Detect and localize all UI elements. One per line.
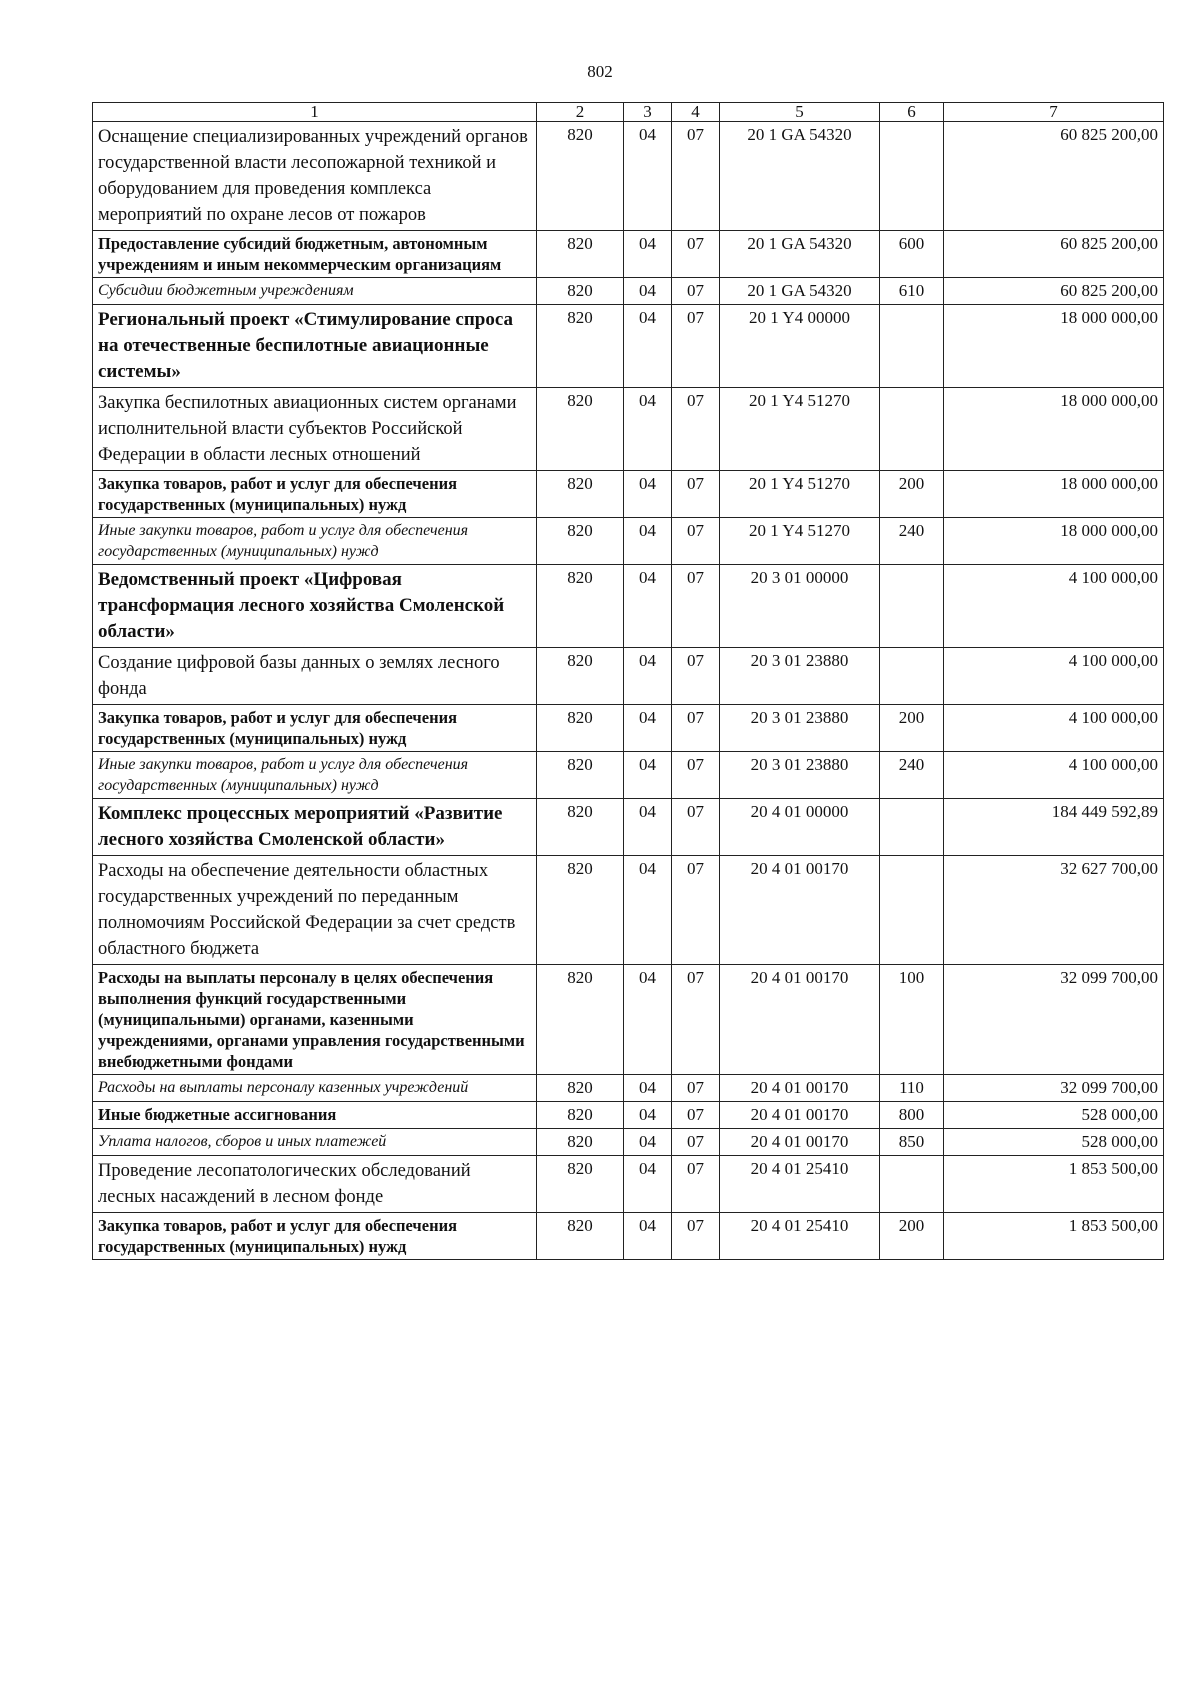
row-amount: 528 000,00: [944, 1129, 1164, 1156]
row-expense-type: [880, 648, 944, 705]
row-target-article: 20 1 Y4 00000: [720, 305, 880, 388]
row-section: 04: [624, 388, 672, 471]
row-admin-code: 820: [537, 231, 624, 278]
header-col-1: 1: [93, 103, 537, 122]
row-amount: 528 000,00: [944, 1102, 1164, 1129]
row-admin-code: 820: [537, 305, 624, 388]
row-expense-type: 850: [880, 1129, 944, 1156]
table-row: [93, 856, 1164, 965]
row-subsection: 07: [672, 305, 720, 388]
row-amount: 18 000 000,00: [944, 305, 1164, 388]
row-name: Создание цифровой базы данных о землях лесного фонда: [93, 648, 537, 705]
row-name: Субсидии бюджетным учреждениям: [93, 278, 537, 305]
row-target-article: 20 1 GA 54320: [720, 231, 880, 278]
row-admin-code: 820: [537, 1156, 624, 1213]
row-subsection: 07: [672, 471, 720, 518]
row-expense-type: [880, 122, 944, 231]
row-target-article: 20 3 01 00000: [720, 565, 880, 648]
row-amount: 4 100 000,00: [944, 648, 1164, 705]
row-amount: 18 000 000,00: [944, 518, 1164, 565]
header-row: [93, 103, 1164, 122]
row-admin-code: 820: [537, 1129, 624, 1156]
row-target-article: 20 1 Y4 51270: [720, 388, 880, 471]
row-name: Закупка товаров, работ и услуг для обеспечения государственных (муниципальных) нужд: [93, 1213, 537, 1260]
row-expense-type: 200: [880, 471, 944, 518]
row-admin-code: 820: [537, 1102, 624, 1129]
row-expense-type: [880, 1156, 944, 1213]
row-subsection: 07: [672, 648, 720, 705]
row-name: Ведомственный проект «Цифровая трансформация лесного хозяйства Смоленской области»: [93, 565, 537, 648]
row-expense-type: 240: [880, 752, 944, 799]
row-section: 04: [624, 1213, 672, 1260]
row-expense-type: 610: [880, 278, 944, 305]
row-subsection: 07: [672, 1102, 720, 1129]
table-row: [93, 518, 1164, 565]
row-name: Иные закупки товаров, работ и услуг для обеспечения государственных (муниципальных) нужд: [93, 752, 537, 799]
row-subsection: 07: [672, 278, 720, 305]
row-section: 04: [624, 856, 672, 965]
row-section: 04: [624, 1156, 672, 1213]
row-name: Расходы на обеспечение деятельности областных государственных учреждений по переданным полномочиям Российской Федерации за счет средств областного бюджета: [93, 856, 537, 965]
row-admin-code: 820: [537, 565, 624, 648]
row-expense-type: [880, 799, 944, 856]
row-admin-code: 820: [537, 122, 624, 231]
row-admin-code: 820: [537, 648, 624, 705]
row-amount: 60 825 200,00: [944, 278, 1164, 305]
row-admin-code: 820: [537, 518, 624, 565]
row-expense-type: [880, 565, 944, 648]
row-name: Региональный проект «Стимулирование спроса на отечественные беспилотные авиационные системы»: [93, 305, 537, 388]
row-subsection: 07: [672, 705, 720, 752]
row-amount: 60 825 200,00: [944, 122, 1164, 231]
row-target-article: 20 3 01 23880: [720, 705, 880, 752]
row-name: Оснащение специализированных учреждений органов государственной власти лесопожарной техникой и оборудованием для проведения комплекса мероприятий по охране лесов от пожаров: [93, 122, 537, 231]
row-section: 04: [624, 231, 672, 278]
row-name: Иные закупки товаров, работ и услуг для обеспечения государственных (муниципальных) нужд: [93, 518, 537, 565]
row-expense-type: 200: [880, 705, 944, 752]
budget-table: [92, 102, 1164, 1260]
row-subsection: 07: [672, 799, 720, 856]
header-col-3: 3: [624, 103, 672, 122]
row-subsection: 07: [672, 388, 720, 471]
row-name: Комплекс процессных мероприятий «Развитие лесного хозяйства Смоленской области»: [93, 799, 537, 856]
header-col-4: 4: [672, 103, 720, 122]
row-target-article: 20 1 Y4 51270: [720, 518, 880, 565]
row-section: 04: [624, 471, 672, 518]
table-row: [93, 752, 1164, 799]
row-expense-type: 240: [880, 518, 944, 565]
row-amount: 4 100 000,00: [944, 705, 1164, 752]
row-name: Закупка товаров, работ и услуг для обеспечения государственных (муниципальных) нужд: [93, 705, 537, 752]
row-subsection: 07: [672, 1156, 720, 1213]
table-row: [93, 471, 1164, 518]
row-amount: 32 099 700,00: [944, 965, 1164, 1075]
row-subsection: 07: [672, 565, 720, 648]
row-subsection: 07: [672, 231, 720, 278]
row-target-article: 20 4 01 00170: [720, 1129, 880, 1156]
table-row: [93, 122, 1164, 231]
table-row: [93, 1213, 1164, 1260]
table-row: [93, 565, 1164, 648]
row-subsection: 07: [672, 965, 720, 1075]
row-admin-code: 820: [537, 388, 624, 471]
row-section: 04: [624, 122, 672, 231]
row-subsection: 07: [672, 1213, 720, 1260]
row-expense-type: [880, 856, 944, 965]
table-row: [93, 648, 1164, 705]
row-admin-code: 820: [537, 799, 624, 856]
row-section: 04: [624, 752, 672, 799]
row-name: Расходы на выплаты персоналу в целях обеспечения выполнения функций государственными (муниципальными) органами, казенными учреждениями, органами управления государственными внебюджетными фондами: [93, 965, 537, 1075]
row-amount: 60 825 200,00: [944, 231, 1164, 278]
table-row: [93, 388, 1164, 471]
row-admin-code: 820: [537, 471, 624, 518]
header-col-6: 6: [880, 103, 944, 122]
row-name: Проведение лесопатологических обследований лесных насаждений в лесном фонде: [93, 1156, 537, 1213]
row-expense-type: [880, 305, 944, 388]
row-section: 04: [624, 705, 672, 752]
table-row: [93, 705, 1164, 752]
row-name: Предоставление субсидий бюджетным, автономным учреждениям и иным некоммерческим организациям: [93, 231, 537, 278]
row-section: 04: [624, 1129, 672, 1156]
row-target-article: 20 3 01 23880: [720, 752, 880, 799]
row-amount: 4 100 000,00: [944, 565, 1164, 648]
row-name: Уплата налогов, сборов и иных платежей: [93, 1129, 537, 1156]
row-amount: 1 853 500,00: [944, 1156, 1164, 1213]
row-admin-code: 820: [537, 705, 624, 752]
table-row: [93, 1075, 1164, 1102]
row-target-article: 20 1 Y4 51270: [720, 471, 880, 518]
header-col-5: 5: [720, 103, 880, 122]
row-target-article: 20 4 01 25410: [720, 1156, 880, 1213]
table-row: [93, 1102, 1164, 1129]
row-subsection: 07: [672, 1129, 720, 1156]
row-subsection: 07: [672, 122, 720, 231]
row-name: Закупка беспилотных авиационных систем органами исполнительной власти субъектов Российской Федерации в области лесных отношений: [93, 388, 537, 471]
row-section: 04: [624, 305, 672, 388]
row-target-article: 20 4 01 25410: [720, 1213, 880, 1260]
row-admin-code: 820: [537, 1075, 624, 1102]
row-section: 04: [624, 965, 672, 1075]
row-expense-type: [880, 388, 944, 471]
header-col-2: 2: [537, 103, 624, 122]
row-admin-code: 820: [537, 856, 624, 965]
row-amount: 1 853 500,00: [944, 1213, 1164, 1260]
row-section: 04: [624, 565, 672, 648]
header-col-7: 7: [944, 103, 1164, 122]
row-subsection: 07: [672, 518, 720, 565]
row-expense-type: 110: [880, 1075, 944, 1102]
row-section: 04: [624, 648, 672, 705]
row-name: Расходы на выплаты персоналу казенных учреждений: [93, 1075, 537, 1102]
row-section: 04: [624, 1102, 672, 1129]
row-name: Иные бюджетные ассигнования: [93, 1102, 537, 1129]
row-expense-type: 800: [880, 1102, 944, 1129]
row-target-article: 20 4 01 00170: [720, 1102, 880, 1129]
row-admin-code: 820: [537, 1213, 624, 1260]
row-amount: 32 099 700,00: [944, 1075, 1164, 1102]
row-section: 04: [624, 799, 672, 856]
row-section: 04: [624, 278, 672, 305]
page-number: 802: [587, 62, 613, 81]
row-expense-type: 100: [880, 965, 944, 1075]
row-target-article: 20 1 GA 54320: [720, 278, 880, 305]
row-expense-type: 200: [880, 1213, 944, 1260]
row-admin-code: 820: [537, 965, 624, 1075]
table-row: [93, 305, 1164, 388]
row-amount: 18 000 000,00: [944, 471, 1164, 518]
table-row: [93, 231, 1164, 278]
row-admin-code: 820: [537, 752, 624, 799]
table-row: [93, 965, 1164, 1075]
row-subsection: 07: [672, 1075, 720, 1102]
row-target-article: 20 4 01 00170: [720, 856, 880, 965]
row-target-article: 20 4 01 00170: [720, 1075, 880, 1102]
row-target-article: 20 4 01 00000: [720, 799, 880, 856]
row-amount: 184 449 592,89: [944, 799, 1164, 856]
row-amount: 18 000 000,00: [944, 388, 1164, 471]
row-target-article: 20 1 GA 54320: [720, 122, 880, 231]
table-row: [93, 799, 1164, 856]
table-row: [93, 1156, 1164, 1213]
row-section: 04: [624, 1075, 672, 1102]
row-amount: 4 100 000,00: [944, 752, 1164, 799]
table-row: [93, 278, 1164, 305]
table-row: [93, 1129, 1164, 1156]
row-name: Закупка товаров, работ и услуг для обеспечения государственных (муниципальных) нужд: [93, 471, 537, 518]
row-section: 04: [624, 518, 672, 565]
row-subsection: 07: [672, 856, 720, 965]
row-expense-type: 600: [880, 231, 944, 278]
row-target-article: 20 4 01 00170: [720, 965, 880, 1075]
row-target-article: 20 3 01 23880: [720, 648, 880, 705]
row-amount: 32 627 700,00: [944, 856, 1164, 965]
row-subsection: 07: [672, 752, 720, 799]
row-admin-code: 820: [537, 278, 624, 305]
